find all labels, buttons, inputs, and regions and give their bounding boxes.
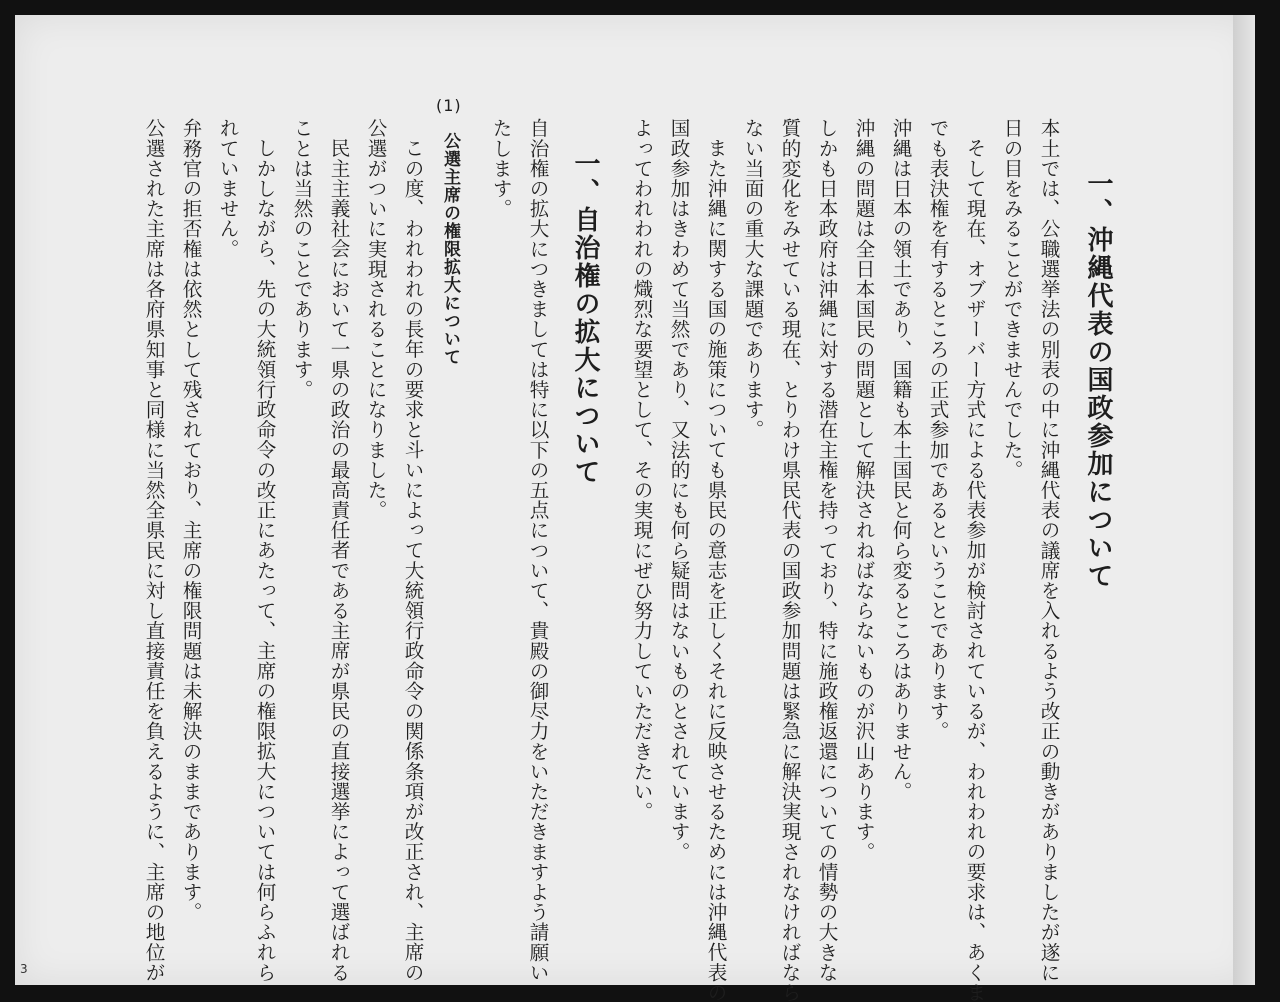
body-column: そして現在、オブザーバー方式による代表参加が検討されているが、われわれの要求は、あくま [963, 138, 986, 1002]
body-column: 民主主義社会において一県の政治の最高責任者である主席が県民の直接選挙によって選ばれる [327, 138, 350, 983]
body-column: また沖縄に関する国の施策についても県民の意志を正しくそれに反映させるためには沖縄代表の [704, 138, 727, 1002]
body-column: 日の目をみることができませんでした。 [1000, 118, 1023, 480]
body-column: 本土では、公職選挙法の別表の中に沖縄代表の議席を入れるよう改正の動きがありましたが遂に [1037, 118, 1060, 983]
subsection-number: (1) [436, 96, 462, 115]
body-column: しかも日本政府は沖縄に対する潜在主権を持っており、特に施政権返還についての情勢の大きな [815, 118, 838, 983]
page-number: 3 [20, 962, 28, 976]
subsection-title: 公選主席の権限拡大について [440, 132, 460, 366]
body-column: 自治権の拡大につきましては特に以下の五点について、貴殿の御尽力をいただきますよう請願い [526, 118, 549, 983]
body-column: でも表決権を有するところの正式参加であるということであります。 [926, 118, 949, 742]
body-column: 質的変化をみせている現在、とりわけ県民代表の国政参加問題は緊急に解決実現されなければなら [778, 118, 801, 1002]
body-column: よってわれわれの熾烈な要望として、その実現にぜひ努力していただきたい。 [630, 118, 653, 822]
body-column: この度、われわれの長年の要求と斗いによって大統領行政命令の関係条項が改正され、主席の [401, 138, 424, 983]
body-column: 公選された主席は各府県知事と同様に当然全県民に対し直接責任を負えるように、主席の地位が [142, 118, 165, 983]
section2-heading: 一、自治権の拡大について [570, 150, 600, 486]
body-column: 沖縄の問題は全日本国民の問題として解決されねばならないものが沢山あります。 [852, 118, 875, 862]
section1-heading: 一、沖縄代表の国政参加について [1083, 170, 1113, 590]
body-column: たします。 [489, 118, 512, 219]
body-column: 沖縄は日本の領土であり、国籍も本土国民と何ら変るところはありません。 [889, 118, 912, 802]
body-column: ことは当然のことであります。 [290, 118, 313, 400]
page-edge [1233, 15, 1255, 985]
body-column: 公選がついに実現されることになりました。 [364, 118, 387, 520]
body-column: ない当面の重大な課題であります。 [741, 118, 764, 440]
body-column: 弁務官の拒否権は依然として残されており、主席の権限問題は未解決のままであります。 [179, 118, 202, 922]
body-column: れていません。 [216, 118, 239, 259]
body-column: 国政参加はきわめて当然であり、又法的にも何ら疑問はないものとされています。 [667, 118, 690, 862]
body-column: しかしながら、先の大統領行政命令の改正にあたって、主席の権限拡大については何らふれら [253, 138, 276, 983]
